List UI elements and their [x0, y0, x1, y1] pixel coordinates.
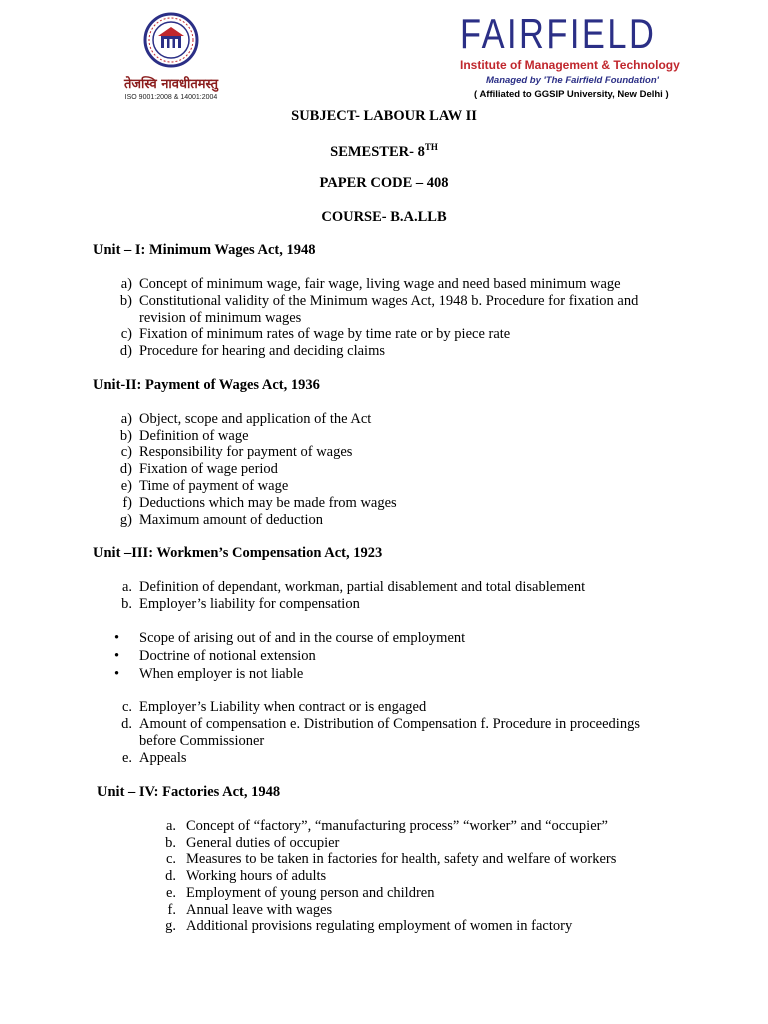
list-item-text: Amount of compensation e. Distribution of Compensation f. Procedure in proceedings before Commissioner: [139, 716, 640, 749]
list-item-text: Maximum amount of deduction: [139, 512, 324, 528]
list-item-text: Annual leave with wages: [186, 902, 333, 918]
list-marker: b.: [121, 596, 132, 612]
unit-heading: Unit – I: Minimum Wages Act, 1948: [93, 242, 316, 258]
subject-title: SUBJECT- LABOUR LAW II: [291, 108, 477, 124]
list-item-text: Measures to be taken in factories for health, safety and welfare of workers: [186, 851, 617, 867]
list-marker: f): [122, 495, 132, 511]
list-item-text: Employer’s liability for compensation: [139, 596, 360, 612]
list-item-text: Fixation of minimum rates of wage by time rate or by piece rate: [139, 326, 511, 342]
brand-subtitle: Institute of Management & Technology: [460, 58, 680, 72]
list-item-text: Additional provisions regulating employment of women in factory: [186, 918, 573, 934]
brand-name: FAIRFIELD: [460, 10, 657, 57]
list-marker: a.: [165, 818, 176, 834]
unit-heading: Unit – IV: Factories Act, 1948: [97, 784, 281, 800]
brand-affiliation: ( Affiliated to GGSIP University, New Delhi ): [474, 89, 669, 100]
list-marker: b.: [165, 835, 176, 851]
list-marker: c.: [165, 851, 176, 867]
list-marker: d): [119, 461, 132, 477]
list-marker: g.: [165, 918, 176, 934]
list-marker: e.: [121, 750, 132, 766]
list-marker: c): [120, 326, 132, 342]
list-item-text: Object, scope and application of the Act: [139, 411, 372, 427]
list-marker: c): [120, 444, 132, 460]
page-header: [0, 0, 768, 104]
list-item-text: Concept of “factory”, “manufacturing process” “worker” and “occupier”: [186, 818, 608, 834]
unit-heading: Unit –III: Workmen’s Compensation Act, 1923: [93, 545, 383, 561]
list-item-text: Fixation of wage period: [139, 461, 278, 477]
list-marker: b): [119, 293, 132, 309]
iso-certification: ISO 9001:2008 & 14001:2004: [124, 94, 218, 101]
list-marker: a): [120, 276, 132, 292]
bullet-icon: •: [114, 648, 120, 664]
list-item-text: Employer’s Liability when contract or is engaged: [139, 699, 427, 715]
list-item-text: Responsibility for payment of wages: [139, 444, 353, 460]
list-marker: g): [119, 512, 132, 528]
fairfield-logo: [458, 10, 680, 104]
bullet-icon: •: [114, 666, 120, 682]
list-item-text: General duties of occupier: [186, 835, 340, 851]
semester-text: SEMESTER- 8: [330, 143, 425, 160]
semester-title: [0, 142, 768, 161]
brand-managed-by: Managed by 'The Fairfield Foundation': [486, 75, 659, 86]
list-item-text: Definition of dependant, workman, partial disablement and total disablement: [139, 579, 586, 595]
list-item-text: Appeals: [139, 750, 187, 766]
list-marker: d.: [165, 868, 176, 884]
institute-logo: [116, 12, 226, 102]
list-marker: c.: [121, 699, 132, 715]
bullet-item-text: Scope of arising out of and in the course of employment: [139, 630, 466, 646]
bullet-item-text: Doctrine of notional extension: [139, 648, 316, 664]
list-item-text: Constitutional validity of the Minimum wages Act, 1948 b. Procedure for fixation and revision of minimum wages: [139, 293, 639, 326]
list-marker: e.: [165, 885, 176, 901]
list-marker: e): [120, 478, 132, 494]
course-title: COURSE- B.A.LLB: [321, 209, 447, 225]
list-marker: f.: [167, 902, 176, 918]
list-marker: d.: [121, 716, 132, 732]
list-item-text: Employment of young person and children: [186, 885, 435, 901]
list-marker: a): [120, 411, 132, 427]
list-item-text: Time of payment of wage: [139, 478, 289, 494]
list-item-text: Definition of wage: [139, 428, 249, 444]
institute-motto: तेजस्वि नावधीतमस्तु: [123, 77, 219, 92]
unit-heading: Unit-II: Payment of Wages Act, 1936: [93, 377, 320, 393]
list-marker: a.: [121, 579, 132, 595]
list-item-text: Procedure for hearing and deciding claims: [139, 343, 386, 359]
institute-emblem-icon: [136, 12, 206, 72]
list-marker: d): [119, 343, 132, 359]
paper-code-title: PAPER CODE – 408: [319, 175, 449, 191]
bullet-icon: •: [114, 630, 120, 646]
list-item-text: Working hours of adults: [186, 868, 327, 884]
bullet-item-text: When employer is not liable: [139, 666, 304, 682]
list-item-text: Concept of minimum wage, fair wage, living wage and need based minimum wage: [139, 276, 621, 292]
list-item-text: Deductions which may be made from wages: [139, 495, 397, 511]
semester-superscript: TH: [424, 142, 438, 152]
list-marker: b): [119, 428, 132, 444]
